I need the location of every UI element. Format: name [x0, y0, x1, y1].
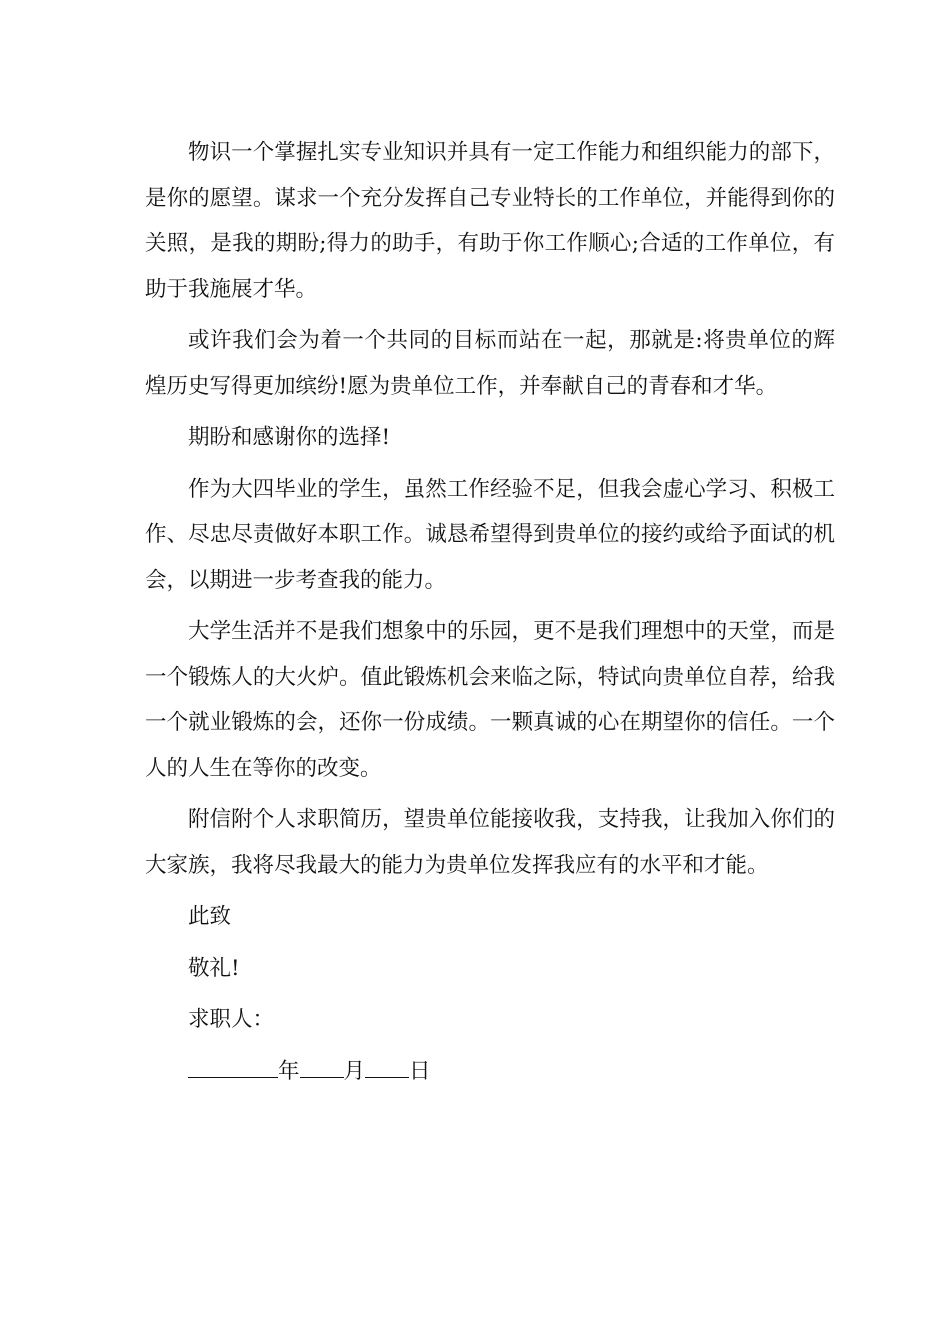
paragraph-6: 附信附个人求职简历，望贵单位能接收我，支持我，让我加入你们的大家族，我将尽我最大的能力为贵单位发挥我应有的水平和才能。 — [145, 807, 835, 878]
month-label: 月 — [343, 1058, 366, 1084]
month-blank — [300, 1054, 344, 1078]
paragraph-3: 期盼和感谢你的选择! — [188, 425, 391, 450]
closing-line: 此致 — [188, 904, 232, 929]
year-blank — [188, 1054, 278, 1078]
year-label: 年 — [278, 1058, 300, 1084]
paragraph-5: 大学生活并不是我们想象中的乐园，更不是我们理想中的天堂，而是一个锻炼人的大火炉。值此锻炼机会来临之际，特试向贵单位自荐，给我一个就业锻炼的会，还你一份成绩。一颗真诚的心在期望你的信任。一个人的人生在等你的改变。 — [145, 619, 835, 781]
salutation-line: 敬礼! — [188, 955, 240, 981]
letter-body — [145, 130, 835, 1100]
paragraph-2: 或许我们会为着一个共同的目标而站在一起，那就是:将贵单位的辉煌历史写得更加缤纷!愿为贵单位工作，并奉献自己的青春和才华。 — [145, 328, 835, 399]
paragraph-1: 物识一个掌握扎实专业知识并具有一定工作能力和组织能力的部下，是你的愿望。谋求一个充分发挥自己专业特长的工作单位，并能得到你的关照，是我的期盼;得力的助手，有助于你工作顺心;合适的工作单位，有助于我施展才华。 — [145, 140, 835, 302]
date-line — [145, 1049, 835, 1095]
applicant-line: 求职人： — [188, 1007, 275, 1032]
day-blank — [365, 1054, 409, 1078]
day-label: 日 — [409, 1058, 431, 1084]
paragraph-4: 作为大四毕业的学生，虽然工作经验不足，但我会虚心学习、积极工作、尽忠尽责做好本职工作。诚恳希望得到贵单位的接约或给予面试的机会，以期进一步考查我的能力。 — [145, 476, 835, 593]
